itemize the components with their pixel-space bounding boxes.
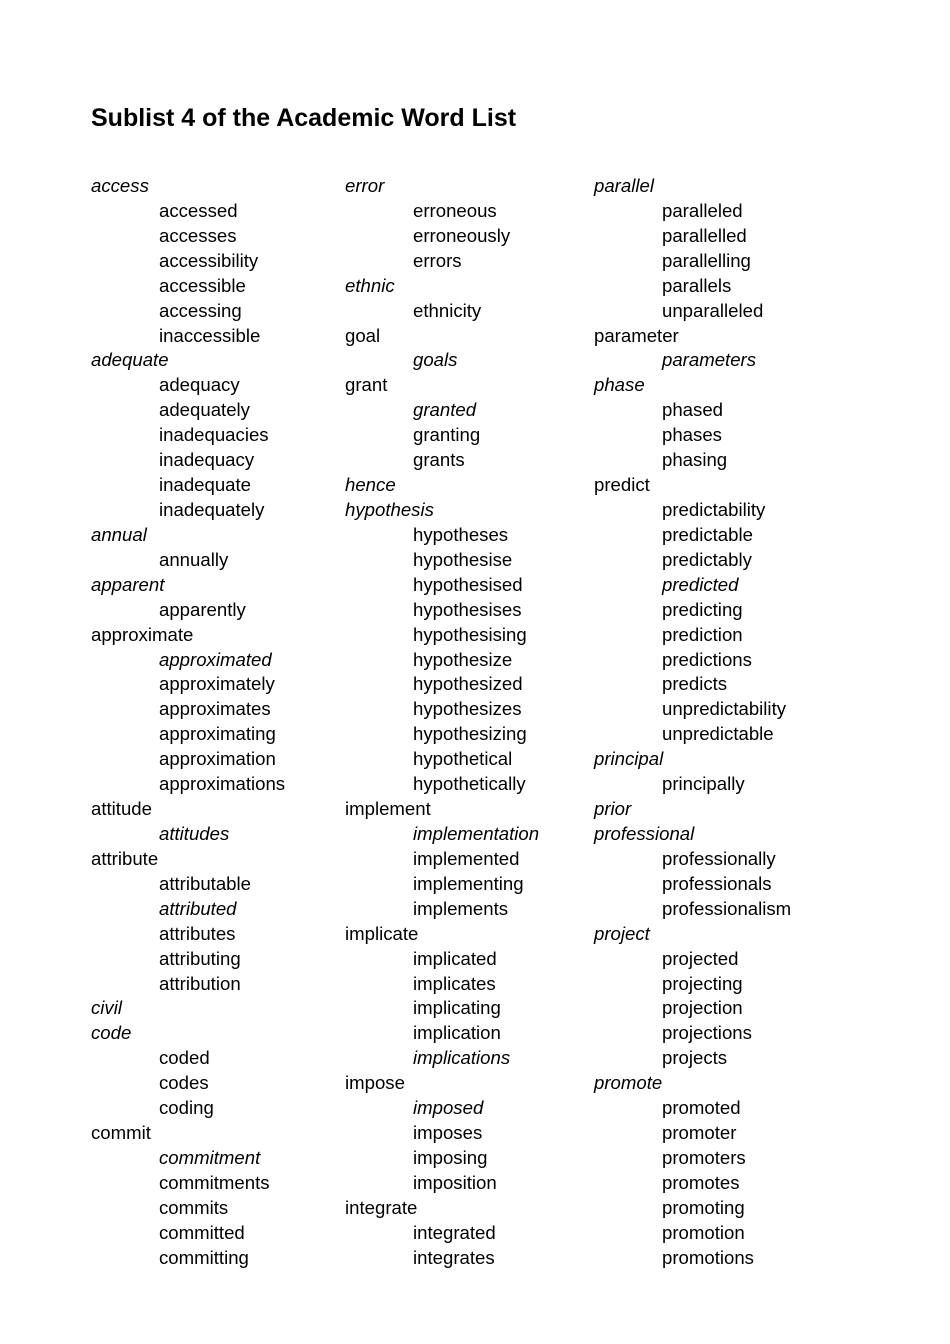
- word-family-member: hypothesized: [413, 673, 523, 695]
- word-family-member: phased: [662, 399, 724, 421]
- headword: grant: [345, 374, 388, 396]
- word-family-member: imposed: [413, 1097, 484, 1119]
- word-family-member: approximation: [159, 748, 276, 770]
- headword: civil: [91, 997, 122, 1019]
- word-family-member: commitments: [159, 1171, 270, 1193]
- word-family-member: implicated: [413, 947, 497, 969]
- word-family-member: attitudes: [159, 822, 230, 844]
- headword: ethnic: [345, 274, 395, 296]
- word-family-member: errors: [413, 249, 462, 271]
- word-family-member: hypothesize: [413, 648, 513, 670]
- headword: adequate: [91, 349, 169, 371]
- word-family-member: promotes: [662, 1171, 740, 1193]
- word-family-member: integrated: [413, 1221, 496, 1243]
- word-family-member: codes: [159, 1072, 209, 1094]
- word-family-member: predicted: [662, 573, 739, 595]
- word-family-member: inadequately: [159, 498, 265, 520]
- word-column-1: [91, 174, 285, 1271]
- word-family-member: hypothesise: [413, 548, 513, 570]
- word-family-member: inadequacy: [159, 449, 255, 471]
- headword: predict: [594, 474, 650, 496]
- word-family-member: parameters: [662, 349, 757, 371]
- word-family-member: promotion: [662, 1221, 745, 1243]
- word-family-member: parallelling: [662, 249, 751, 271]
- word-family-member: implication: [413, 1022, 501, 1044]
- word-family-member: approximates: [159, 698, 271, 720]
- word-family-member: adequately: [159, 399, 250, 421]
- word-family-member: adequacy: [159, 374, 240, 396]
- word-family-member: unpredictable: [662, 723, 774, 745]
- word-family-member: accessibility: [159, 249, 259, 271]
- word-family-member: hypothetically: [413, 773, 526, 795]
- word-family-member: imposes: [413, 1122, 483, 1144]
- word-family-member: professionals: [662, 872, 772, 894]
- word-family-member: hypothesised: [413, 573, 523, 595]
- word-family-member: implemented: [413, 847, 520, 869]
- word-family-member: implicating: [413, 997, 501, 1019]
- headword: access: [91, 175, 149, 196]
- word-family-member: coding: [159, 1097, 214, 1119]
- word-family-member: granted: [413, 399, 477, 421]
- word-family-member: promoted: [662, 1097, 741, 1119]
- word-column-2: [345, 174, 539, 1271]
- word-family-member: professionally: [662, 847, 776, 869]
- word-family-member: imposing: [413, 1146, 488, 1168]
- word-family-member: projections: [662, 1022, 752, 1044]
- headword: project: [594, 922, 650, 944]
- word-family-member: projecting: [662, 972, 743, 994]
- word-family-member: predicts: [662, 673, 728, 695]
- word-family-member: integrates: [413, 1246, 495, 1268]
- word-family-member: promoting: [662, 1196, 745, 1218]
- headword: integrate: [345, 1196, 418, 1218]
- headword: hypothesis: [345, 498, 434, 520]
- word-family-member: attributing: [159, 947, 241, 969]
- word-family-member: paralleled: [662, 199, 743, 221]
- word-family-member: hypothesises: [413, 598, 522, 620]
- word-family-member: projection: [662, 997, 743, 1019]
- word-family-member: phases: [662, 424, 722, 446]
- headword: impose: [345, 1072, 405, 1094]
- word-family-member: professionalism: [662, 897, 792, 919]
- word-family-member: committed: [159, 1221, 245, 1243]
- word-family-member: parallels: [662, 274, 732, 296]
- word-family-member: attribution: [159, 972, 241, 994]
- word-family-member: accessing: [159, 299, 242, 321]
- headword: prior: [594, 798, 632, 820]
- headword: hence: [345, 474, 396, 496]
- headword: professional: [594, 822, 695, 844]
- word-family-member: approximations: [159, 773, 286, 795]
- headword: goal: [345, 324, 381, 346]
- word-family-member: inadequacies: [159, 424, 269, 446]
- word-family-member: implementation: [413, 822, 540, 844]
- headword: code: [91, 1022, 132, 1044]
- word-family-member: predictable: [662, 523, 753, 545]
- word-family-member: promoters: [662, 1146, 746, 1168]
- word-family-member: prediction: [662, 623, 743, 645]
- word-family-member: promotions: [662, 1246, 754, 1268]
- headword: error: [345, 175, 385, 196]
- word-family-member: accesses: [159, 224, 237, 246]
- word-family-member: imposition: [413, 1171, 497, 1193]
- word-family-member: ethnicity: [413, 299, 482, 321]
- headword: annual: [91, 523, 147, 545]
- word-family-member: accessible: [159, 274, 246, 296]
- word-family-member: goals: [413, 349, 458, 371]
- word-family-member: phasing: [662, 449, 728, 471]
- word-family-member: accessed: [159, 199, 238, 221]
- headword: parameter: [594, 324, 679, 346]
- word-family-member: apparently: [159, 598, 246, 620]
- headword: implement: [345, 798, 431, 820]
- headword: principal: [594, 748, 664, 770]
- word-family-member: implements: [413, 897, 509, 919]
- word-family-member: hypothesising: [413, 623, 527, 645]
- word-family-member: approximated: [159, 648, 272, 670]
- word-family-member: erroneously: [413, 224, 511, 246]
- word-family-member: inadequate: [159, 474, 252, 496]
- word-family-member: hypothesizing: [413, 723, 527, 745]
- word-column-3: [594, 174, 791, 1271]
- word-family-member: parallelled: [662, 224, 747, 246]
- headword: promote: [594, 1072, 663, 1094]
- word-family-member: approximating: [159, 723, 276, 745]
- word-family-member: implementing: [413, 872, 524, 894]
- word-family-member: approximately: [159, 673, 275, 695]
- page-title: Sublist 4 of the Academic Word List: [91, 104, 517, 132]
- word-family-member: grants: [413, 449, 465, 471]
- word-family-member: granting: [413, 424, 481, 446]
- word-family-member: predictions: [662, 648, 752, 670]
- word-family-member: predictability: [662, 498, 766, 520]
- word-family-member: commits: [159, 1196, 229, 1218]
- word-family-member: hypothetical: [413, 748, 513, 770]
- word-family-member: promoter: [662, 1122, 737, 1144]
- word-family-member: inaccessible: [159, 324, 261, 346]
- word-family-member: projected: [662, 947, 739, 969]
- word-family-member: predictably: [662, 548, 752, 570]
- word-family-member: hypotheses: [413, 523, 509, 545]
- word-family-member: projects: [662, 1047, 728, 1069]
- headword: approximate: [91, 623, 194, 645]
- word-family-member: attributable: [159, 872, 251, 894]
- word-family-member: implicates: [413, 972, 496, 994]
- headword: phase: [594, 374, 645, 396]
- word-family-member: annually: [159, 548, 229, 570]
- word-family-member: unparalleled: [662, 299, 764, 321]
- word-family-member: commitment: [159, 1146, 261, 1168]
- headword: apparent: [91, 573, 165, 595]
- word-family-member: principally: [662, 773, 745, 795]
- word-family-member: erroneous: [413, 199, 497, 221]
- word-family-member: predicting: [662, 598, 743, 620]
- word-family-member: attributed: [159, 897, 237, 919]
- headword: attitude: [91, 798, 152, 820]
- word-family-member: committing: [159, 1246, 249, 1268]
- word-family-member: hypothesizes: [413, 698, 522, 720]
- headword: attribute: [91, 847, 159, 869]
- headword: parallel: [594, 175, 654, 196]
- word-family-member: coded: [159, 1047, 210, 1069]
- headword: commit: [91, 1122, 151, 1144]
- word-family-member: implications: [413, 1047, 511, 1069]
- word-family-member: unpredictability: [662, 698, 787, 720]
- headword: implicate: [345, 922, 419, 944]
- word-family-member: attributes: [159, 922, 236, 944]
